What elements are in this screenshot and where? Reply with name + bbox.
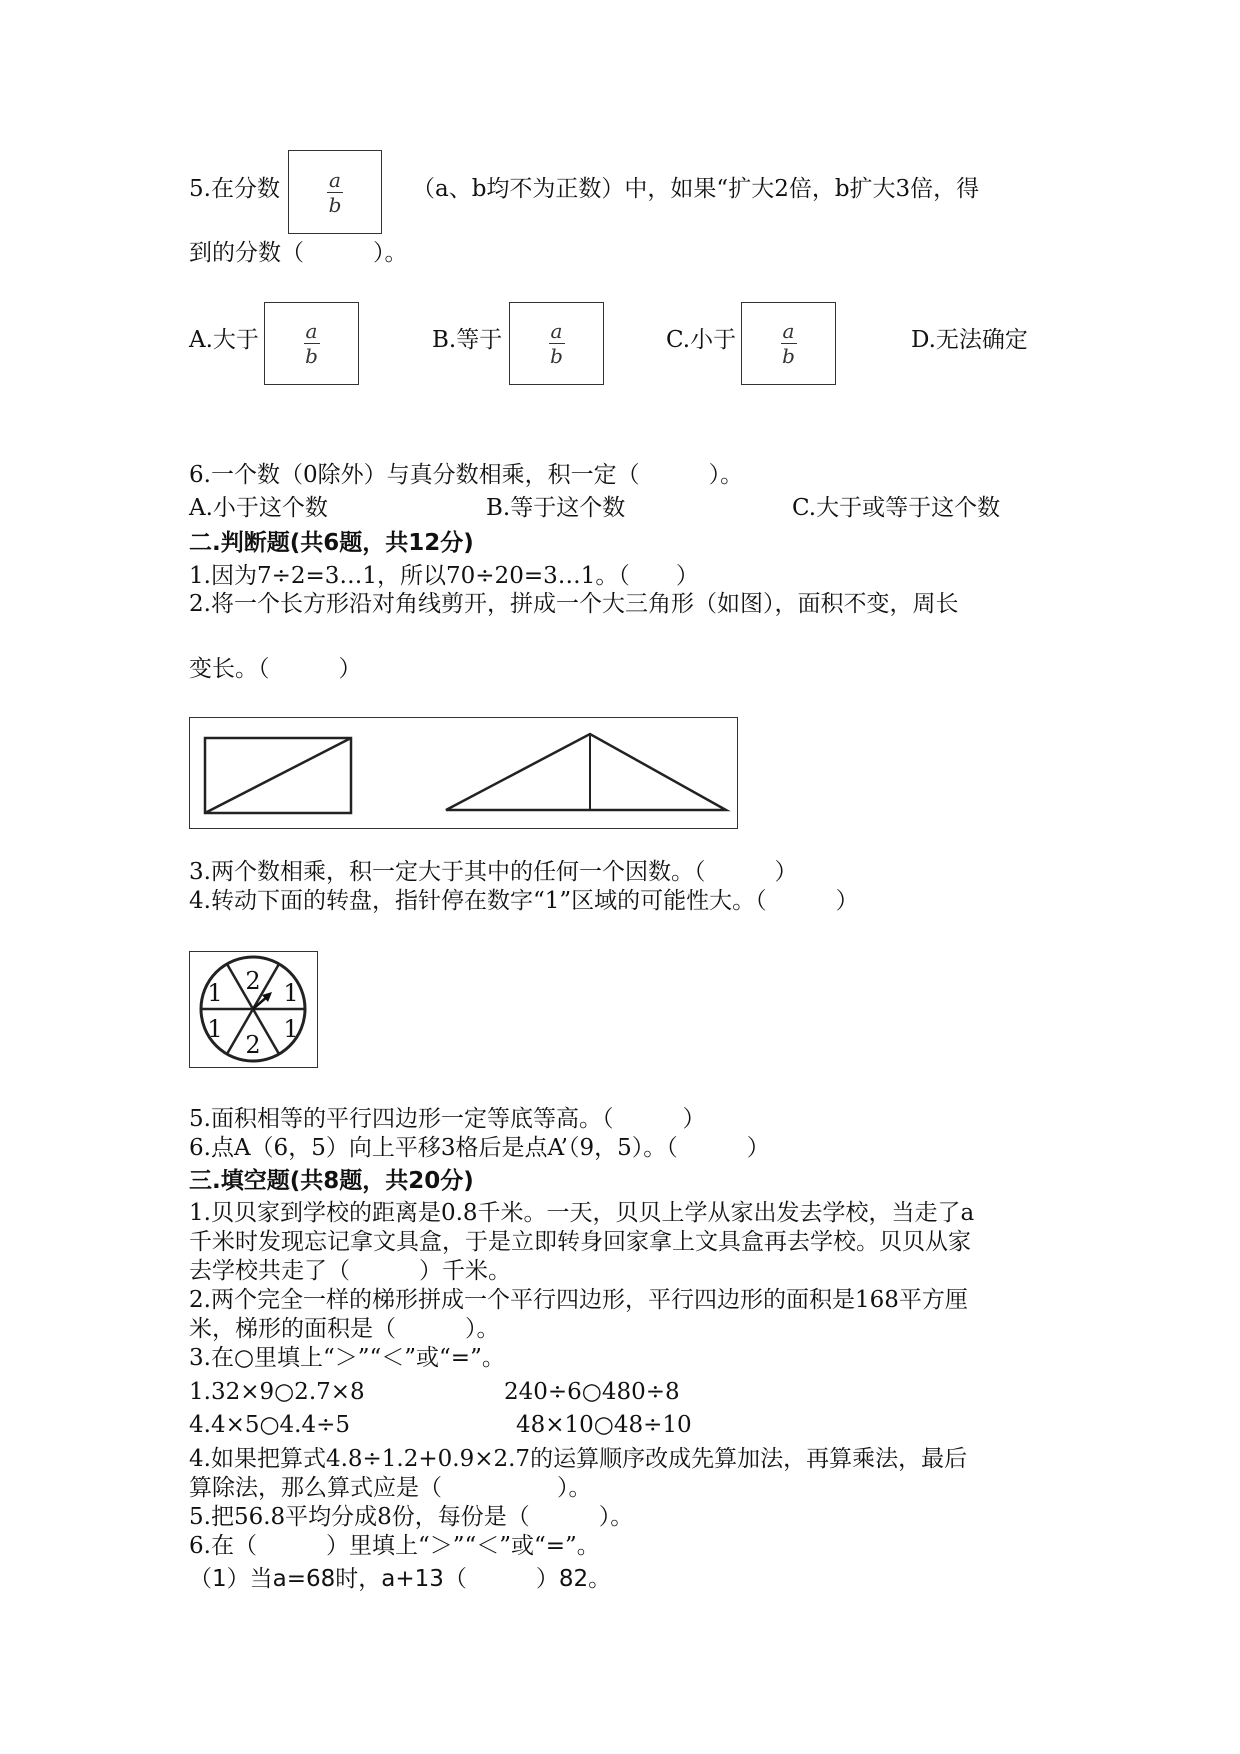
q5-option-b-fraction: $\frac{a}{b}$ xyxy=(509,302,604,385)
s2-q6: 6.点A（6，5）向上平移3格后是点A’（9，5）。（ ） xyxy=(189,1135,770,1161)
s2-q5: 5.面积相等的平行四边形一定等底等高。（ ） xyxy=(189,1106,706,1132)
s3-q4-line1: 4.如果把算式4.8÷1.2+0.9×2.7的运算顺序改成先算加法，再算乘法，最后 xyxy=(189,1446,968,1472)
s3-q1-line3: 去学校共走了（ ）千米。 xyxy=(189,1258,511,1284)
q6-option-a: A.小于这个数 xyxy=(189,495,328,521)
s2-q1: 1.因为7÷2=3…1，所以70÷20=3…1。（ ） xyxy=(189,563,699,589)
s3-q6: 6.在（ ）里填上“＞”“＜”或“=”。 xyxy=(189,1533,600,1559)
diagonal-line xyxy=(205,738,351,813)
s2-q2-line1: 2.将一个长方形沿对角线剪开，拼成一个大三角形（如图），面积不变，周长 xyxy=(189,591,959,617)
spinner-label-lower-left: 1 xyxy=(207,1015,223,1043)
s3-q6-sub1: （1）当a=68时，a+13（ ）82。 xyxy=(189,1566,612,1592)
q5-line1-suffix: （a、b均不为正数）中，如果“扩大2倍，b扩大3倍，得 xyxy=(412,176,980,202)
section2-title: 二.判断题(共6题，共12分) xyxy=(189,530,474,556)
spinner-label-top: 2 xyxy=(245,967,261,995)
q5-line2: 到的分数（ ）。 xyxy=(189,240,408,266)
spinner-label-upper-left: 1 xyxy=(207,979,223,1007)
rectangle-triangle-figure xyxy=(189,717,738,829)
fraction-numerator: a xyxy=(329,167,341,192)
q5-option-a-fraction: $\frac{a}{b}$ xyxy=(264,302,359,385)
section3-title: 三.填空题(共8题，共20分) xyxy=(189,1168,474,1194)
q5-option-b: B.等于 xyxy=(432,327,503,353)
s3-q3-item-4: 48×10○48÷10 xyxy=(516,1412,692,1438)
spinner-label-lower-right: 1 xyxy=(283,1015,299,1043)
s3-q5: 5.把56.8平均分成8份，每份是（ ）。 xyxy=(189,1504,634,1530)
s3-q3-item-2: 240÷6○480÷8 xyxy=(504,1379,680,1405)
q6-option-b: B.等于这个数 xyxy=(486,495,626,521)
s3-q4-line2: 算除法，那么算式应是（ ）。 xyxy=(189,1475,592,1501)
s2-q2-line2: 变长。（ ） xyxy=(189,656,362,682)
s3-q1-line2: 千米时发现忘记拿文具盒，于是立即转身回家拿上文具盒再去学校。贝贝从家 xyxy=(189,1229,971,1255)
figure-svg xyxy=(190,718,737,828)
q5-line1-prefix: 5.在分数 xyxy=(189,176,280,202)
s3-q2-line1: 2.两个完全一样的梯形拼成一个平行四边形，平行四边形的面积是168平方厘 xyxy=(189,1287,968,1313)
q6-option-c: C.大于或等于这个数 xyxy=(792,495,1001,521)
q5-option-c-fraction: $\frac{a}{b}$ xyxy=(741,302,836,385)
q5-fraction-image xyxy=(288,150,382,234)
spinner-svg xyxy=(190,952,317,1067)
s3-q1-line1: 1.贝贝家到学校的距离是0.8千米。一天，贝贝上学从家出发去学校，当走了a xyxy=(189,1200,975,1226)
big-triangle xyxy=(446,734,726,810)
s3-q3: 3.在○里填上“＞”“＜”或“=”。 xyxy=(189,1345,505,1371)
spinner-figure xyxy=(189,951,318,1068)
q5-option-a: A.大于 xyxy=(189,327,259,353)
s3-q3-item-3: 4.4×5○4.4÷5 xyxy=(189,1412,351,1438)
spinner-label-bottom: 2 xyxy=(245,1031,261,1059)
q6-stem: 6.一个数（0除外）与真分数相乘，积一定（ ）。 xyxy=(189,462,744,488)
s3-q3-item-1: 1.32×9○2.7×8 xyxy=(189,1379,365,1405)
q5-option-c: C.小于 xyxy=(666,327,737,353)
fraction-denominator: b xyxy=(328,192,342,217)
spinner-label-upper-right: 1 xyxy=(283,979,299,1007)
s2-q3: 3.两个数相乘，积一定大于其中的任何一个因数。（ ） xyxy=(189,859,798,885)
s3-q2-line2: 米，梯形的面积是（ ）。 xyxy=(189,1316,500,1342)
fraction-a-over-b xyxy=(327,167,343,217)
s2-q4: 4.转动下面的转盘，指针停在数字“1”区域的可能性大。（ ） xyxy=(189,888,859,914)
q5-option-d: D.无法确定 xyxy=(911,327,1028,353)
